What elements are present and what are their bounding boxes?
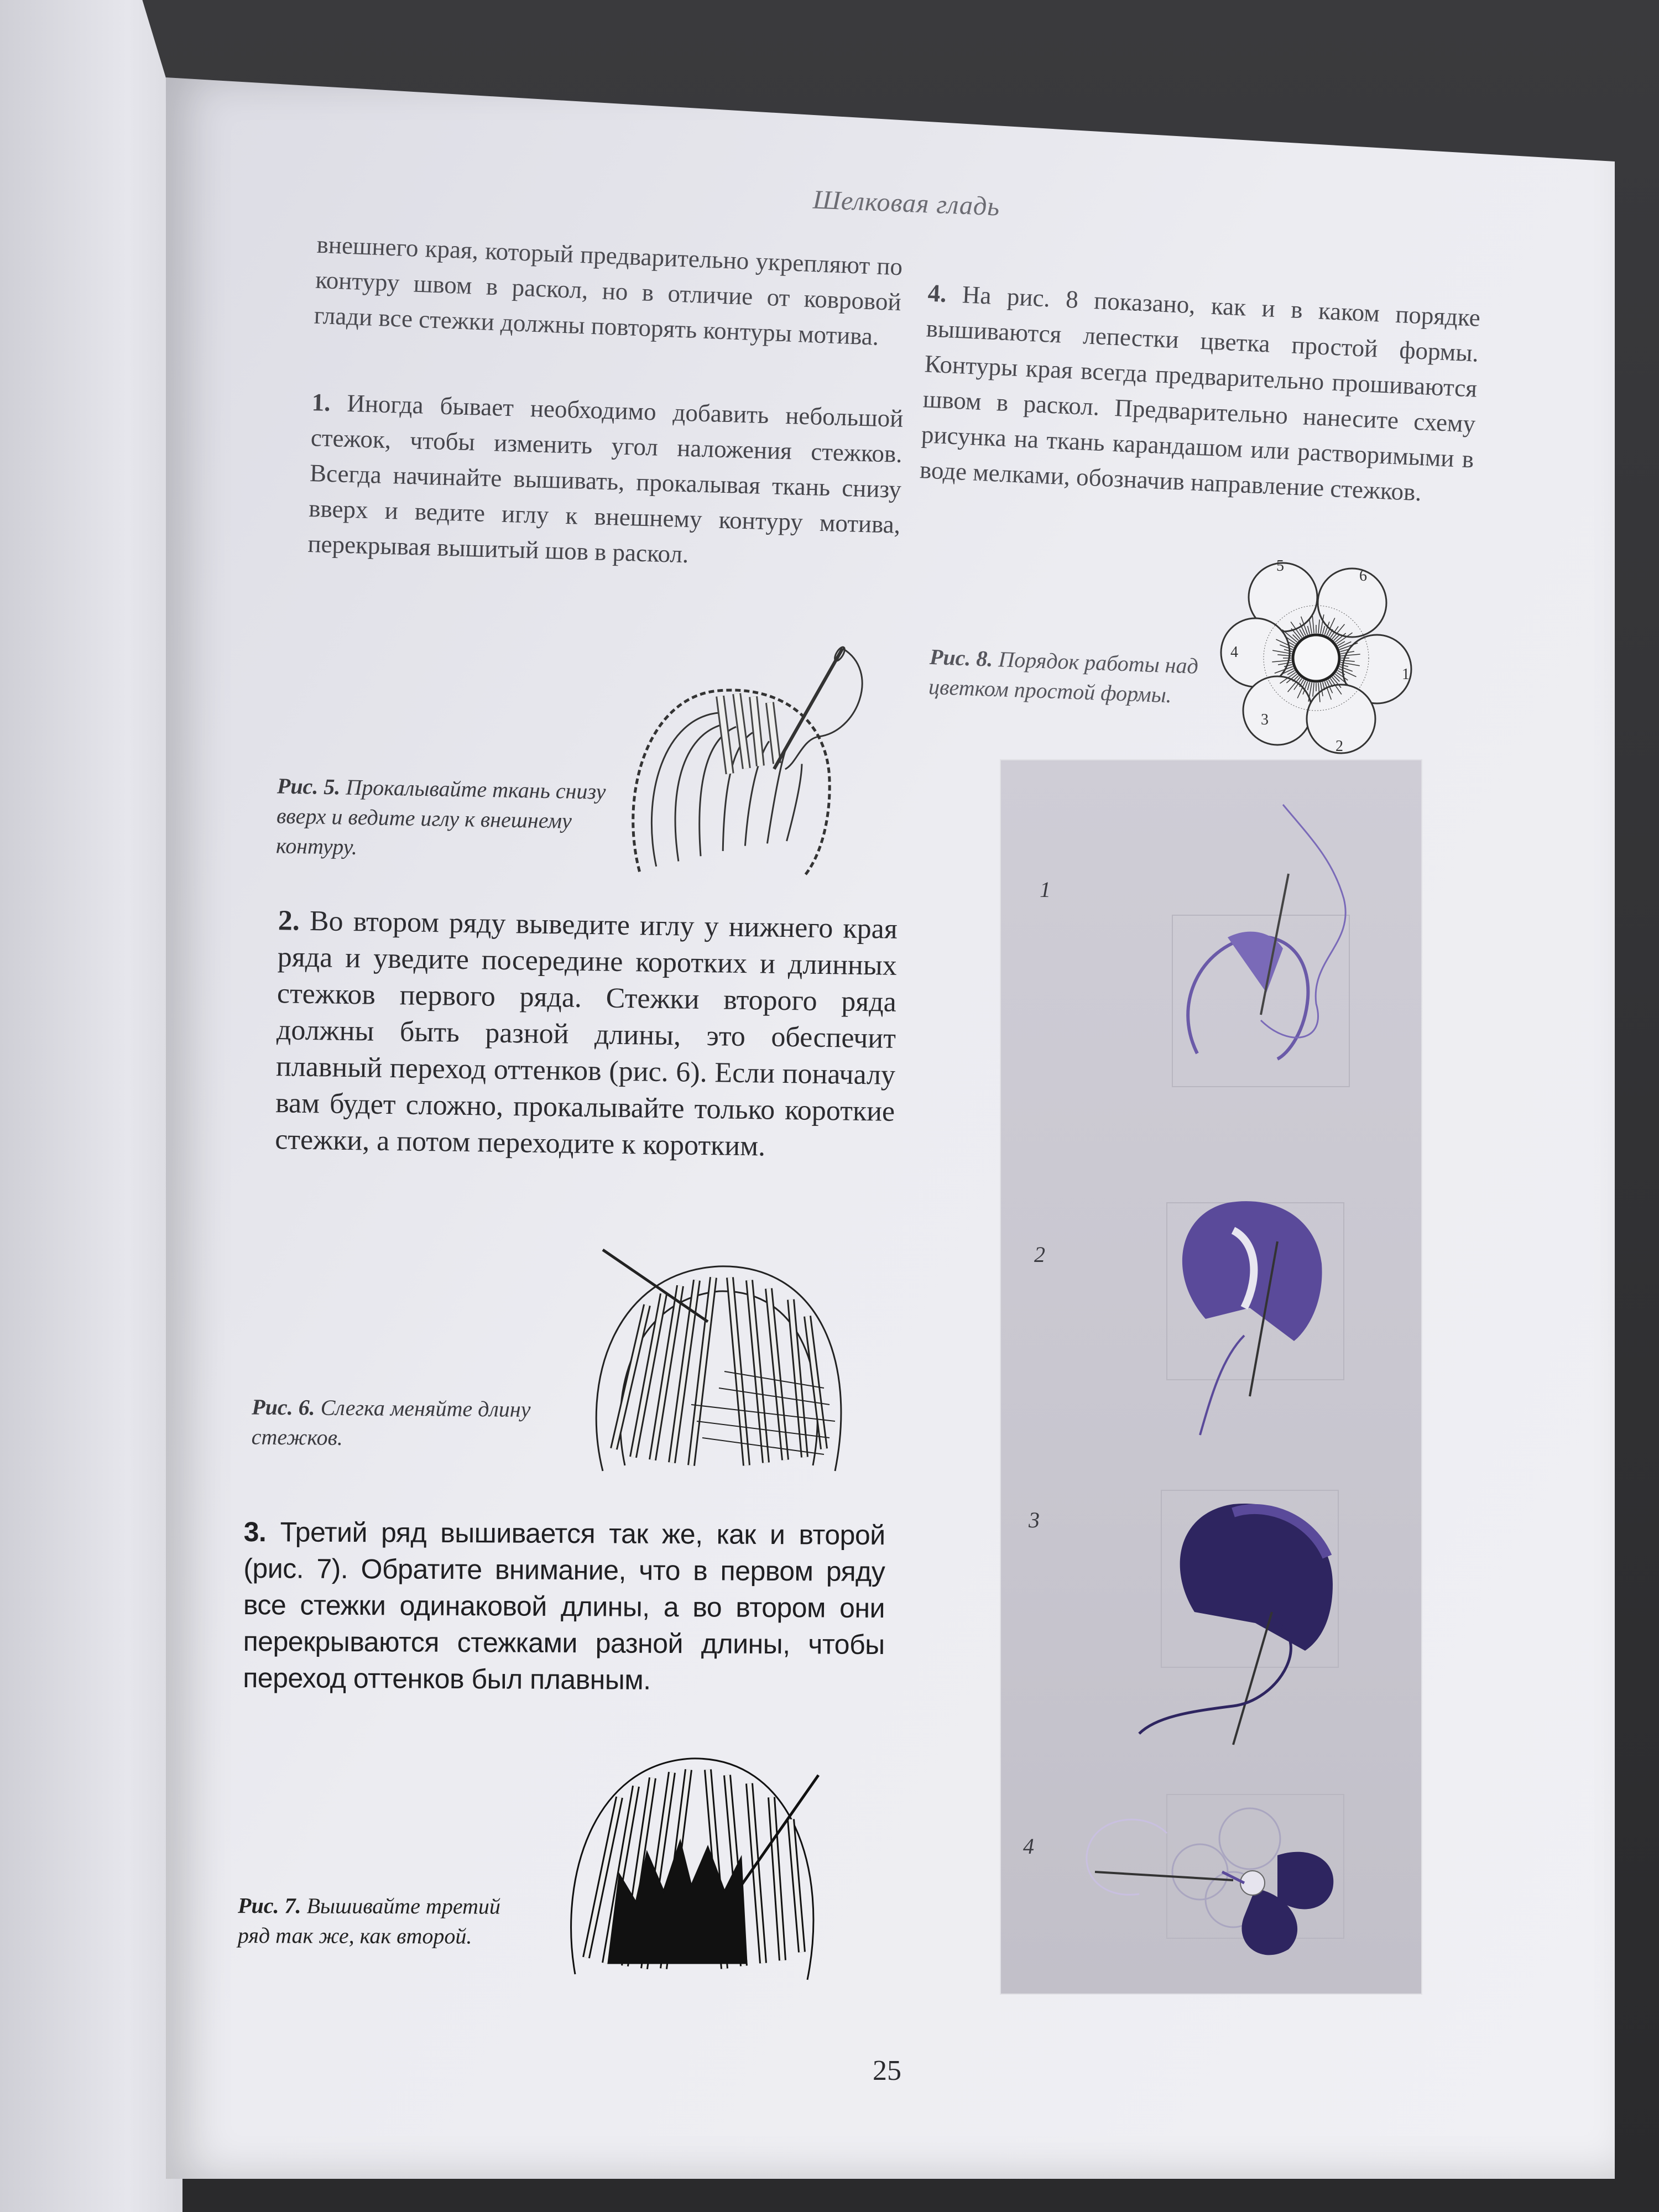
page-number: 25: [873, 2055, 901, 2086]
figure-6-label: Рис. 6.: [252, 1394, 315, 1420]
figure-7-caption-text: Вышивайте третий ряд так же, как второй.: [237, 1893, 501, 1949]
running-head: Шелковая гладь: [812, 185, 1001, 222]
figure-7-label: Рис. 7.: [238, 1893, 301, 1918]
photo-step-1-number: 1: [1040, 877, 1051, 902]
step-3: [243, 1514, 885, 1699]
stitch-ray: [1339, 641, 1352, 648]
figure-5-illustration: [619, 630, 896, 896]
stitch-ray: [1318, 619, 1319, 633]
photo-steps-panel: [1001, 760, 1421, 1994]
photo-step-2-number: 2: [1034, 1242, 1045, 1267]
figure-8-flower-diagram: [1211, 542, 1432, 769]
step-1-number: 1.: [311, 388, 331, 417]
photo-step-3-number: 3: [1029, 1507, 1040, 1532]
step-2-number: 2.: [278, 905, 300, 937]
left-page-edge: [0, 0, 182, 2212]
stitch-ray: [1313, 683, 1314, 697]
step-3-text: Третий ряд вышивается так же, как и второй (рис. 7). Обратите внимание, что в первом ряду все стежки одинаковой длины, а во втором они перекрываются стежками разной длины, чтобы переход оттенков был плавным.: [243, 1516, 885, 1695]
figure-5-caption-text: Прокалывайте ткань снизу вверх и ведите иглу к внешнему контуру.: [275, 774, 606, 859]
figure-8-label: Рис. 8.: [929, 644, 994, 671]
figure-8-caption: [928, 642, 1217, 712]
petal-label-5: 5: [1276, 557, 1284, 575]
step-4-number: 4.: [927, 279, 947, 307]
figure-6-caption: [252, 1392, 562, 1455]
step-3-number: 3.: [243, 1516, 267, 1548]
petal-label-1: 1: [1402, 666, 1410, 683]
stitch-ray: [1323, 626, 1325, 634]
figure-7-caption: [238, 1891, 525, 1952]
petal-label-4: 4: [1230, 644, 1238, 661]
petal-6: [1318, 568, 1386, 637]
figure-5-caption: [276, 771, 632, 867]
stitch-ray: [1310, 620, 1312, 634]
stitch-ray: [1307, 626, 1310, 634]
step-1: [307, 384, 904, 578]
step-2-text: Во втором ряду выведите иглу у нижнего края ряда и уведите посередине коротких и длинных стежков первого ряда. Стежки второго ряда должны быть разной длины, это обеспечит плавный переход оттенков (рис. 6). Если поначалу вам будет сложно, прокалывайте только короткие стежки, а потом переходите к коротким.: [274, 905, 898, 1162]
photo-3-embroidery: [1139, 1504, 1333, 1745]
step-2: [275, 902, 898, 1167]
photo-4-embroidery: [1087, 1808, 1333, 1955]
stitch-ray: [1307, 682, 1310, 690]
step-1-text: Иногда бывает необходимо добавить небольшой стежок, чтобы изменить угол наложения стежков. Всегда начинайте вышивать, прокалывая ткань снизу вверх и ведите иглу к внешнему контуру мотива, перекрывая вышитый шов в раскол.: [307, 389, 904, 568]
stitch-ray: [1312, 614, 1314, 633]
photo-1-embroidery: [1188, 805, 1345, 1059]
figure-5-label: Рис. 5.: [276, 773, 341, 800]
intro-paragraph: внешнего края, который предварительно укрепляют по контуру швом в раскол, но в отличие от ковровой глади все стежки должны повторять контуры мотива.: [313, 230, 904, 351]
figure-7-illustration: [559, 1742, 835, 1996]
photo-step-4-number: 4: [1023, 1834, 1034, 1859]
petal-label-2: 2: [1335, 738, 1343, 755]
petal-label-3: 3: [1261, 711, 1269, 728]
photo-2-embroidery: [1182, 1201, 1322, 1435]
embroidery-photos: [1001, 760, 1421, 1994]
figure-8-caption-text: Порядок работы над цветком простой формы.: [928, 646, 1199, 708]
petal-label-6: 6: [1359, 567, 1367, 585]
step-4-text: На рис. 8 показано, как и в каком порядке вышиваются лепестки цветка простой формы. Контуры края всегда предварительно прошиваются швом в раскол. Предварительно нанесите схему рисунка на ткань карандашом или растворимыми в воде мелками, обозначив направление стежков.: [919, 280, 1481, 507]
step-4: [919, 275, 1481, 513]
figure-6-illustration: [581, 1239, 868, 1493]
figure-6-caption-text: Слегка меняйте длину стежков.: [251, 1395, 531, 1450]
petal-3: [1243, 676, 1312, 745]
